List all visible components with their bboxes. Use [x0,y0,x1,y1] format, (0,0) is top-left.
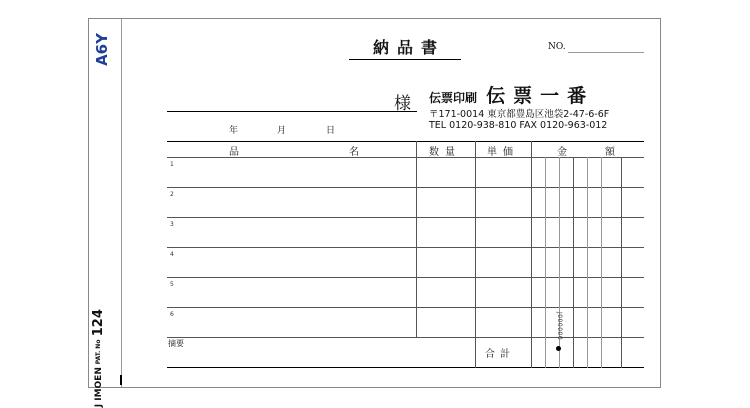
table-top-border [167,141,644,142]
header-unit-price: 単価 [487,147,519,158]
delivery-note-form [88,18,661,408]
row-number: 1 [170,161,174,168]
header-item: 品 [229,147,245,158]
header-name: 名 [349,147,365,158]
company-prefix: 伝票印刷 [429,91,478,105]
binding-stub [89,19,122,408]
recipient-field[interactable] [167,111,417,112]
digit-divider [621,157,622,368]
date-month-label: 月 [277,126,287,136]
total-label: 合計 [485,349,515,360]
maker-sub: PAT. No [95,339,102,364]
company-block [429,81,594,108]
binding-mark [120,375,122,385]
date-year-label: 年 [229,126,239,136]
recipient-honorific: 様 [394,94,411,114]
maker-name: J IMOEN [94,367,104,408]
date-day-label: 日 [326,126,336,136]
digit-divider [587,157,588,368]
memo-label: 摘要 [168,339,184,348]
row-number: 6 [170,311,174,318]
number-field[interactable] [568,52,644,53]
product-number: 124 [91,309,106,337]
digit-divider [573,157,574,368]
company-name: 伝票一番 [486,85,595,107]
digit-divider [601,157,602,368]
header-amount-1: 金 [557,147,573,158]
document-title: 納品書 [349,37,461,60]
maker-mark [91,309,106,407]
column-divider [475,141,476,368]
header-amount-2: 額 [605,147,621,158]
row-number: 3 [170,221,174,228]
header-quantity: 数量 [429,147,461,158]
row-number: 4 [170,251,174,258]
number-label: NO. [548,42,566,52]
serial-number: J000000 [556,312,563,341]
column-divider [531,141,532,368]
row-number: 2 [170,191,174,198]
form-code: A6Y [93,33,111,66]
items-table [167,141,644,368]
row-number: 5 [170,281,174,288]
registration-dot [556,346,561,351]
column-divider [416,141,417,337]
address-line: 〒171-0014 東京都豊島区池袋2-47-6-6F [429,109,610,120]
company-address [429,109,609,131]
digit-divider [545,157,546,368]
contact-line: TEL 0120-938-810 FAX 0120-963-012 [429,120,608,131]
